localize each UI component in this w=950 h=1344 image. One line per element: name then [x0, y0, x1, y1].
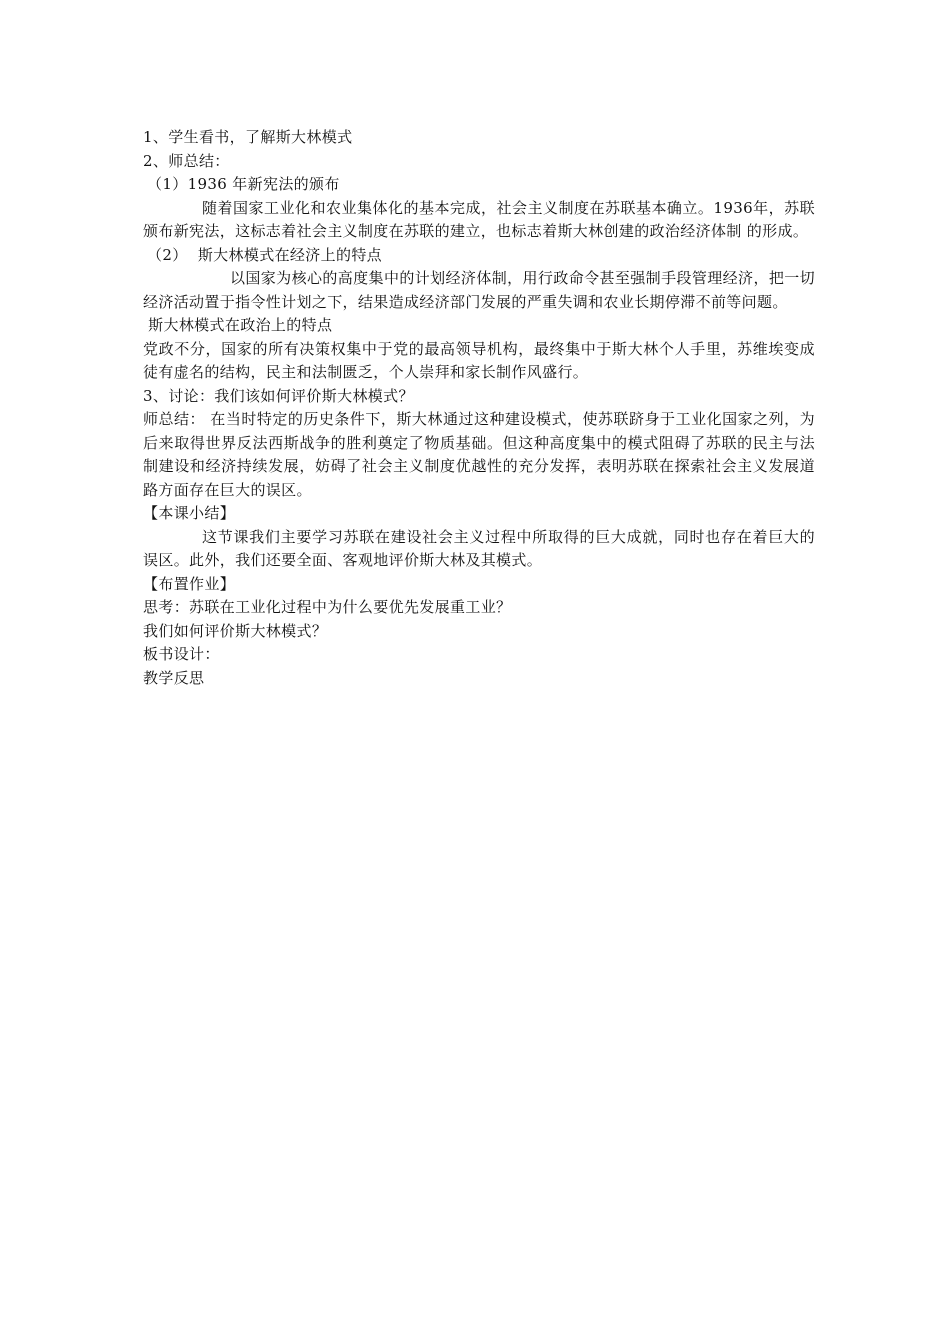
- subheading-economic-features: （2） 斯大林模式在经济上的特点: [147, 245, 383, 264]
- paragraph-economic-features: 以国家为核心的高度集中的计划经济体制，用行政命令甚至强制手段管理经济，把一切经济活动置于指令性计划之下，结果造成经济部门发展的严重失调和农业长期停滞不前等问题。: [143, 269, 815, 311]
- homework-question-1: 思考：苏联在工业化过程中为什么要优先发展重工业？: [143, 598, 512, 616]
- paragraph-teacher-summary: 师总结： 在当时特定的历史条件下，斯大林通过这种建设模式，使苏联跻身于工业化国家之列，为后来取得世界反法西斯战争的胜利奠定了物质基础。但这种高度集中的模式阻碍了苏联的民主与法制建设和经济持续发展，妨碍了社会主义制度优越性的充分发挥，表明苏联在探索社会主义发展道路方面存在巨大的误区。: [143, 410, 815, 499]
- homework-heading: 【布置作业】: [143, 574, 236, 593]
- subheading-political-features: 斯大林模式在政治上的特点: [143, 316, 333, 334]
- paragraph-political-features: 党政不分，国家的所有决策权集中于党的最高领导机构，最终集中于斯大林个人手里，苏维埃变成徒有虚名的结构，民主和法制匮乏，个人崇拜和家长制作风盛行。: [143, 339, 815, 381]
- teaching-reflection-label: 教学反思: [143, 668, 205, 687]
- lesson-summary-heading: 【本课小结】: [143, 504, 236, 522]
- blackboard-design-label: 板书设计：: [143, 645, 220, 663]
- paragraph-constitution: 随着国家工业化和农业集体化的基本完成，社会主义制度在苏联基本确立。1936年，苏联颁布新宪法，这标志着社会主义制度在苏联的建立，也标志着斯大林创建的政治经济体制 的形成。: [143, 198, 815, 240]
- paragraph-lesson-summary: 这节课我们主要学习苏联在建设社会主义过程中所取得的巨大成就，同时也存在着巨大的误区。此外，我们还要全面、客观地评价斯大林及其模式。: [143, 527, 815, 569]
- step-1-line: 1、学生看书，了解斯大林模式: [143, 128, 353, 146]
- step-3-discussion: 3、讨论：我们该如何评价斯大林模式？: [143, 386, 414, 405]
- homework-question-2: 我们如何评价斯大林模式？: [143, 621, 328, 640]
- document-body: [143, 126, 815, 690]
- step-2-line: 2、师总结：: [143, 151, 230, 170]
- subheading-constitution: （1）1936 年新宪法的颁布: [147, 175, 340, 193]
